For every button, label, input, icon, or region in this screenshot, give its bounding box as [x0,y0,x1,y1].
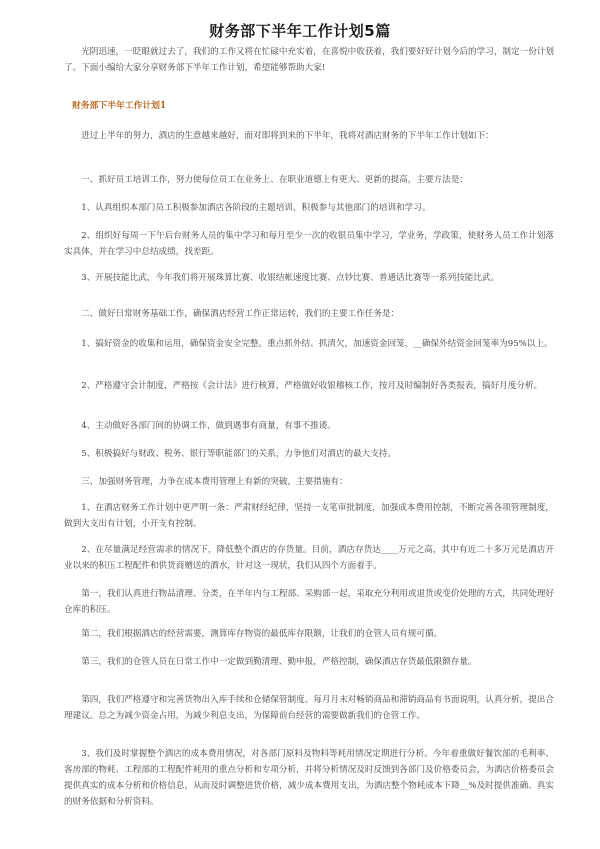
section-title: 财务部下半年工作计划1 [72,101,167,111]
paragraph: 第二，我们根据酒店的经营需要，测算库存物资的最低库存限额，让我们的仓管人员有规可循。 [81,629,443,639]
paragraph: 2、在尽量满足经营需求的情况下，降低整个酒店的存货量。目前，酒店存货达____万元之高，其中有近二十多万元是酒店开业以来的积压工程配件和供货商赠送的酒水，针对这一现状，我们从四个方面着手。 [64,545,554,571]
paragraph: 2、组织好每周一下午后台财务人员的集中学习和每月至少一次的收银员集中学习，学业务，学政策，使财务人员工作计划落实具体，并在学习中总结成绩，找差距。 [64,231,554,257]
paragraph: 5、积极搞好与财政、税务、银行等职能部门的关系，力争他们对酒店的最大支持。 [81,449,397,459]
paragraph: 3、我们及时掌握整个酒店的成本费用情况，对各部门原料及物料等耗用情况定期进行分析。今年着重做好餐饮部的毛利率、客房部的物耗、工程部的工程配件耗用的重点分析和专项分析，并将分析情况及时反馈到各部门及价格委员会，为酒店价格委员会提供真实的成本分析和价格信息，从而及时调整进货价格，减少成本费用支出，为酒店整个物耗成本下降__%及时提供准确、真实的财务依据和分析资料。 [64,749,554,807]
paragraph: 第一，我们认真进行物品清理、分类，在半年内与工程部、采购部一起，采取充分利用或退货或变价处理的方式，共同处理好仓库的积压。 [64,589,554,615]
paragraph: 进过上半年的努力，酒店的生意越来越好，面对即将到来的下半年，我将对酒店财务的下半年工作计划如下： [81,131,494,141]
paragraph: 1、在酒店财务工作计划中更严明一条：严肃财经纪律，坚持一支笔审批制度，加强成本费用控制，不断完善各项管理制度，做到大支出有计划，小开支有控制。 [64,503,554,529]
paragraph: 一、抓好员工培训工作，努力使每位员工在业务上、在职业道德上有更大、更新的提高，主要方法是： [81,175,468,185]
paragraph: 1、认真组织本部门员工积极参加酒店各阶段的主题培训，积极参与其他部门的培训和学习。 [81,203,431,213]
intro-paragraph: 光阴迅速，一眨眼就过去了，我们的工作又将在忙碌中充实着，在喜悦中收获着，我们要好好计划今后的学习，制定一份计划了。下面小编给大家分享财务部下半年工作计划，希望能够帮助大家! [64,47,554,73]
paragraph: 1、搞好资金的收集和运用，确保资金安全完整。重点抓外结、抓清欠，加速资金回笼，__确保外结资金回笼率为95%以上。 [81,339,553,349]
page-title: 财务部下半年工作计划5篇 [209,22,391,40]
paragraph: 第四，我们严格遵守和完善货物出入库手续和仓储保管制度。每月月末对畅销商品和滞销商品有书面说明，认真分析，提出合理建议。总之为减少资金占用，为减少利息支出，为保障前台经营的需要做新我们的仓管工作。 [64,695,554,721]
paragraph: 2、严格遵守会计制度，严格按《会计法》进行核算，严格做好收银稽核工作，按月及时编制好各类报表，搞好月度分析。 [81,381,543,391]
paragraph: 3、开展技能比武，今年我们将开展珠算比赛、收银结帐速度比赛、点钞比赛、普通话比赛等一系列技能比武。 [81,273,500,283]
paragraph: 二、做好日常财务基础工作，确保酒店经营工作正常运转，我们的主要工作任务是： [81,309,400,319]
paragraph: 4、主动做好各部门间的协调工作，做到遇事有商量，有事不推诿。 [81,421,336,431]
paragraph: 三、加强财务管理，力争在成本费用管理上有新的突破，主要措施有： [81,477,348,487]
paragraph: 第三，我们的仓管人员在日常工作中一定做到勤清理、勤申报，严格控制，确保酒店存货最低限额存量。 [81,657,477,667]
